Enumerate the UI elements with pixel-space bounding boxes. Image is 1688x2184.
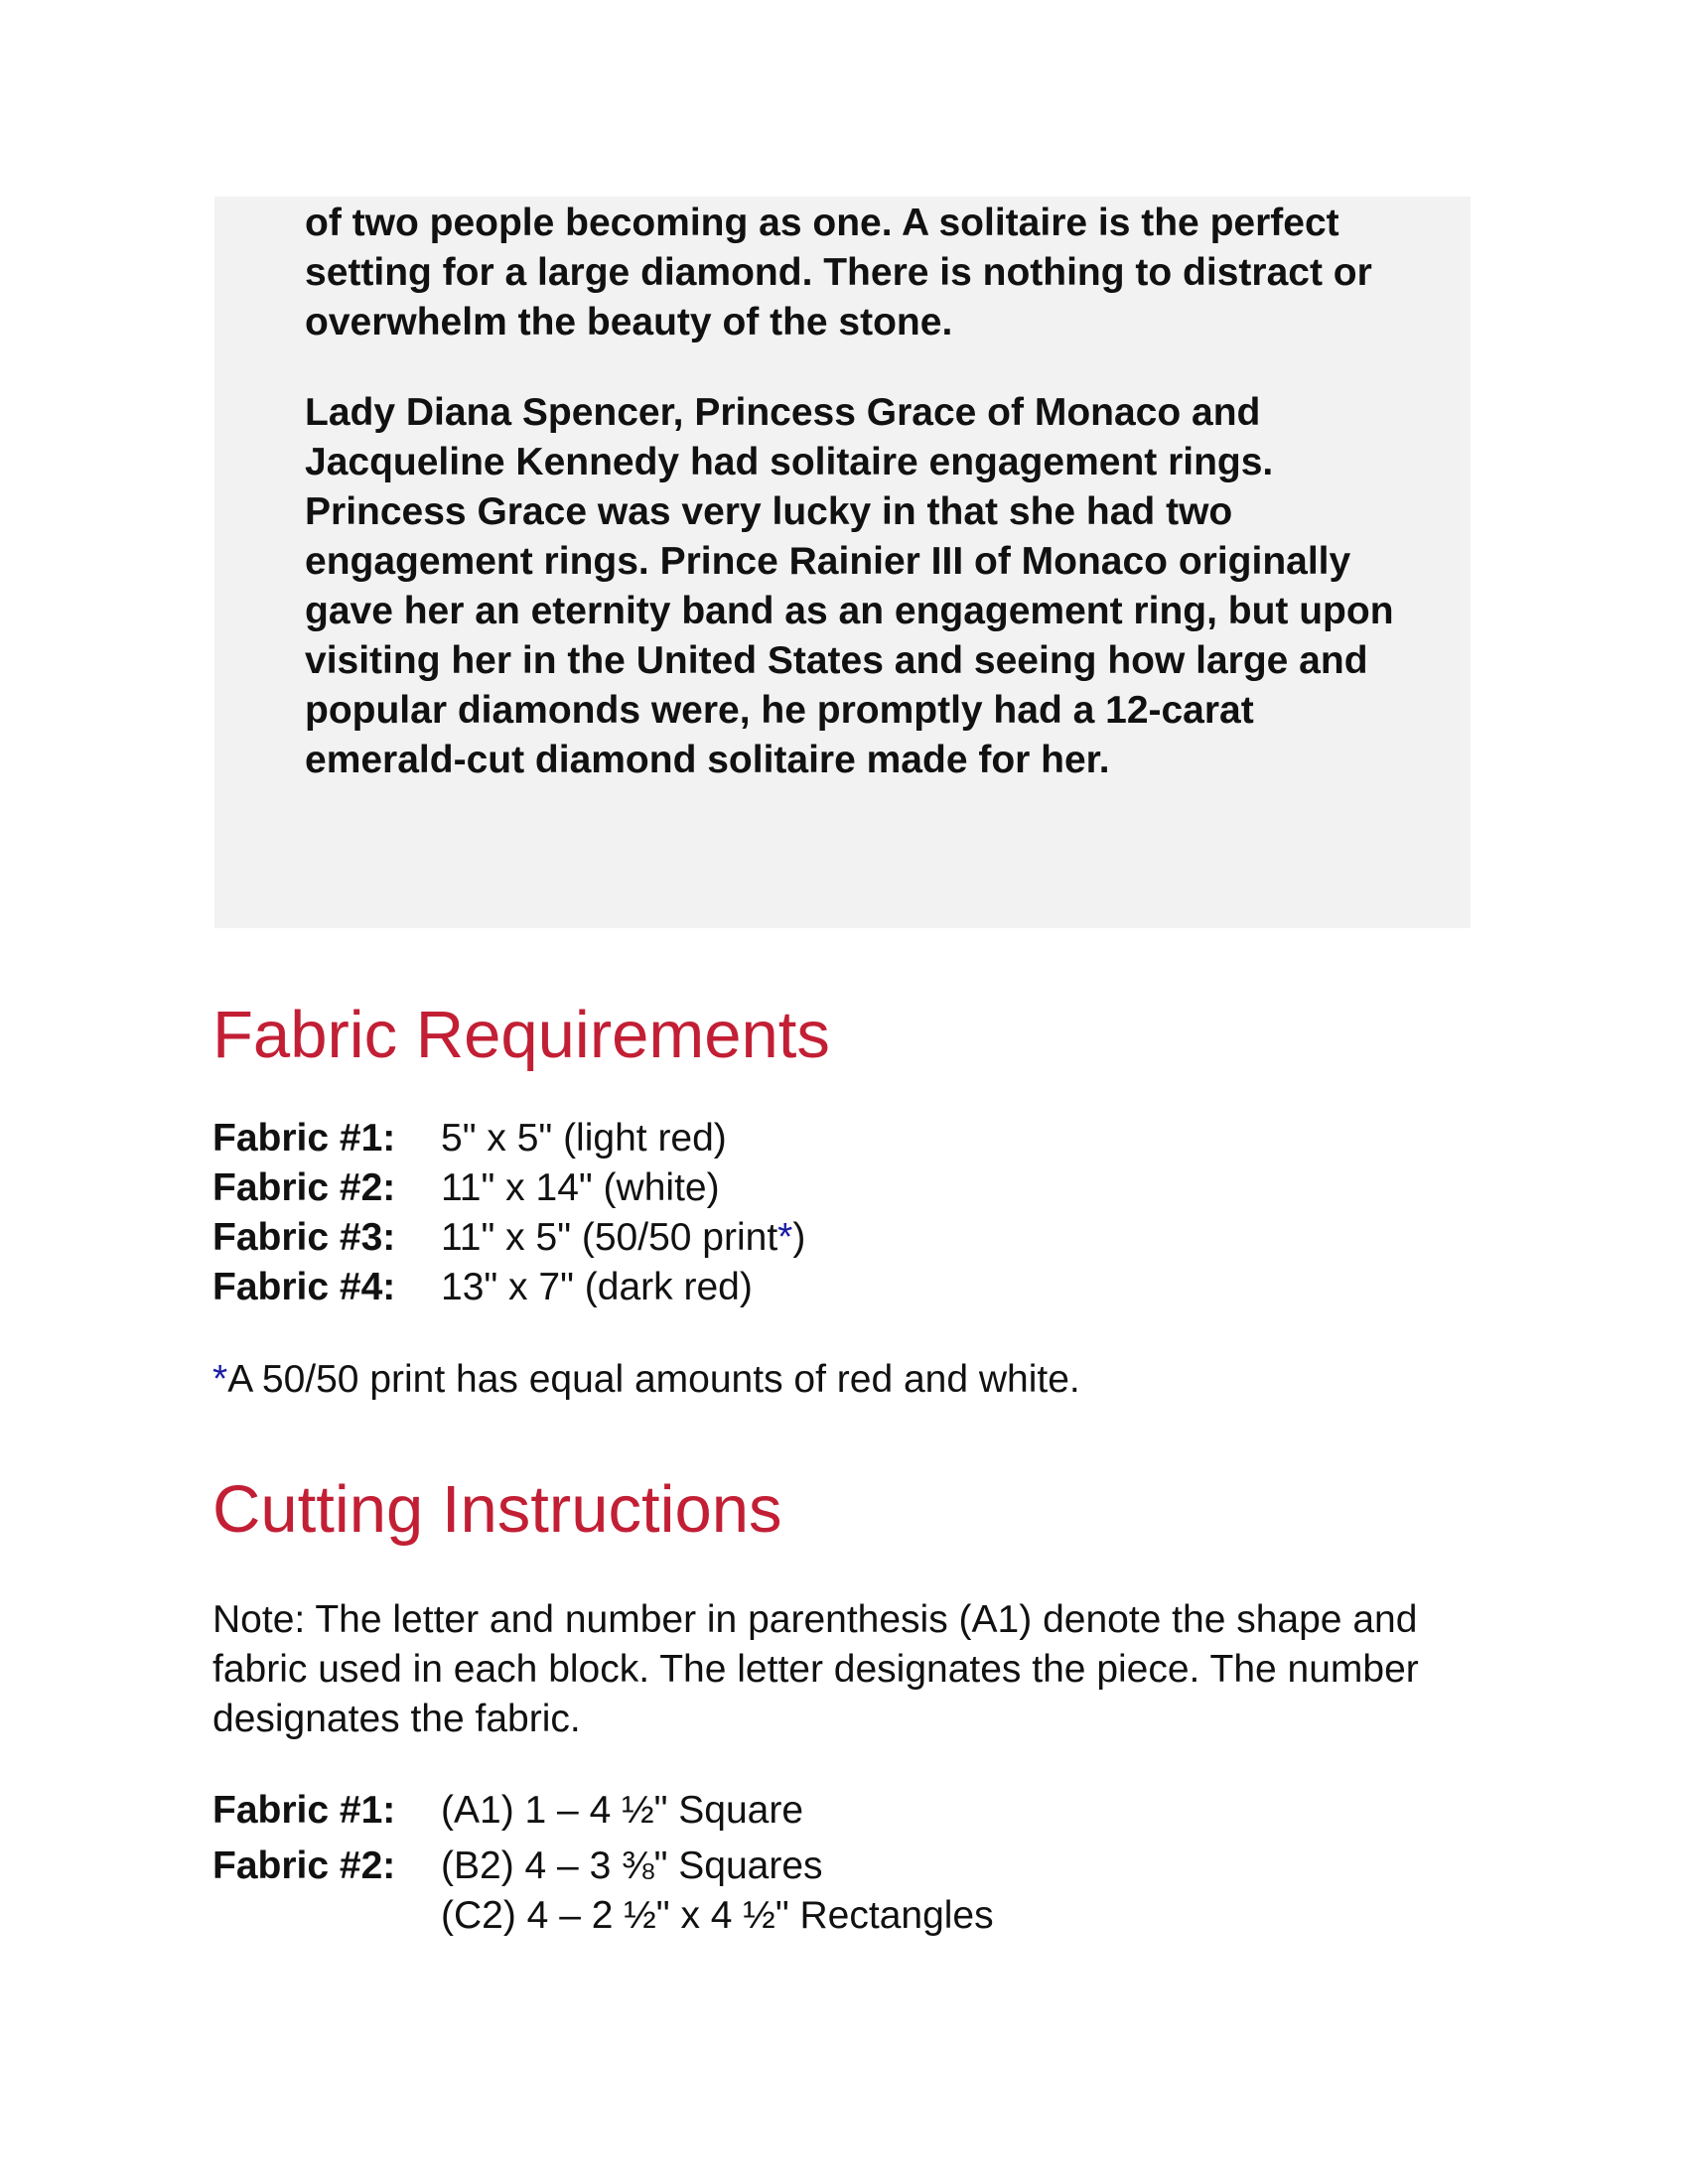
cutting-values xyxy=(441,1842,994,1941)
cutting-note: Note: The letter and number in parenthesis (A1) denote the shape and fabric used in each block. The letter designates the piece. The number designates the fabric. xyxy=(212,1598,1419,1740)
footnote-text: A 50/50 print has equal amounts of red and white. xyxy=(227,1358,1080,1401)
cutting-line: (A1) 1 – 4 ½" Square xyxy=(441,1789,804,1832)
fabric-value: 5" x 5" (light red) xyxy=(441,1117,727,1160)
fabric-label: Fabric #1: xyxy=(212,1117,396,1160)
fabric-value xyxy=(441,1213,805,1263)
fabric-requirement-row xyxy=(212,1213,805,1263)
fabric-requirement-row xyxy=(212,1163,805,1213)
fabric-requirements-heading: Fabric Requirements xyxy=(212,998,830,1072)
cutting-fabric-label: Fabric #2: xyxy=(212,1844,396,1887)
cutting-values xyxy=(441,1786,803,1836)
fabric-value-close: ) xyxy=(792,1216,806,1259)
fabric-value: 13" x 7" (dark red) xyxy=(441,1266,753,1308)
cutting-instructions-heading: Cutting Instructions xyxy=(212,1472,782,1547)
fabric-footnote xyxy=(212,1355,1080,1405)
cutting-line: (C2) 4 – 2 ½" x 4 ½" Rectangles xyxy=(441,1894,994,1937)
fabric-value-text: 11" x 5" (50/50 print xyxy=(441,1216,778,1259)
fabric-requirement-row xyxy=(212,1263,805,1312)
quote-paragraph-2: Lady Diana Spencer, Princess Grace of Monaco and Jacqueline Kennedy had solitaire engagement rings. Princess Grace was very lucky in that she had two engagement rings. Prince Rainier III of Monaco originally gave her an eternity band as an engagement ring, but upon visiting her in the United States and seeing how large and popular diamonds were, he promptly had a 12-carat emerald-cut diamond solitaire made for her. xyxy=(305,391,1394,781)
cutting-fabric-label: Fabric #1: xyxy=(212,1789,396,1832)
fabric-value: 11" x 14" (white) xyxy=(441,1166,720,1209)
footnote-asterisk: * xyxy=(212,1358,228,1401)
quote-paragraph-1: of two people becoming as one. A solitaire is the perfect setting for a large diamond. There is nothing to distract or overwhelm the beauty of the stone. xyxy=(305,202,1372,343)
cutting-row xyxy=(212,1786,994,1836)
asterisk-mark: * xyxy=(777,1216,793,1259)
fabric-requirements-list xyxy=(212,1114,805,1312)
quote-box xyxy=(214,197,1471,928)
fabric-requirement-row xyxy=(212,1114,805,1163)
fabric-label: Fabric #3: xyxy=(212,1216,396,1259)
fabric-label: Fabric #4: xyxy=(212,1266,396,1308)
cutting-line: (B2) 4 – 3 ⅜" Squares xyxy=(441,1844,823,1887)
cutting-row xyxy=(212,1842,994,1941)
fabric-label: Fabric #2: xyxy=(212,1166,396,1209)
cutting-list xyxy=(212,1786,994,1941)
